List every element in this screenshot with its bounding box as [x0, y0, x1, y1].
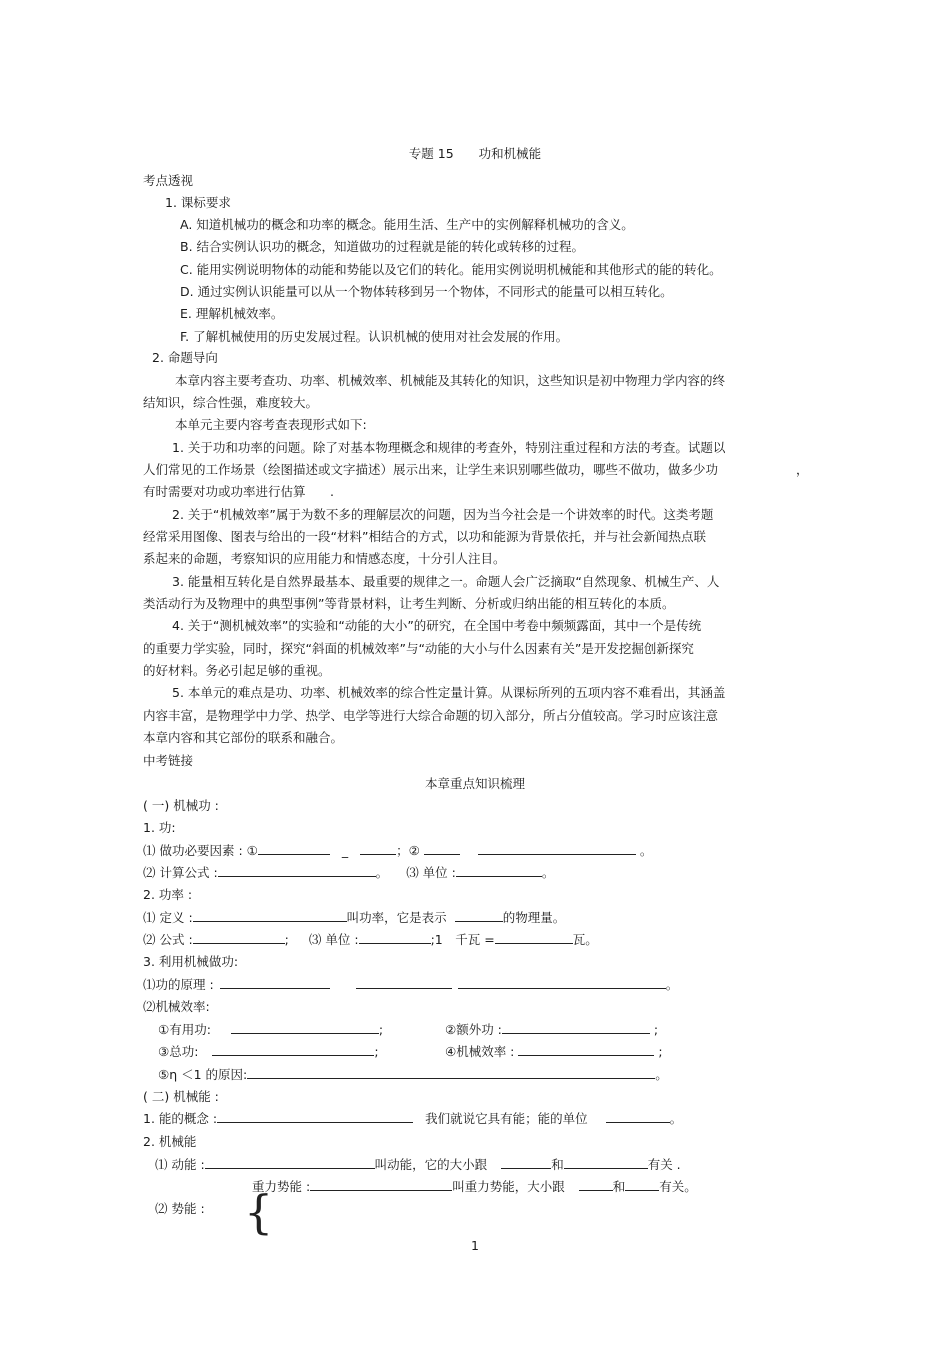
paragraph-line: 经常采用图像、图表与给出的一段“材料”相结合的方式，以功和能源为背景依托，并与社会新闻热点联	[143, 529, 706, 544]
fill-blank[interactable]	[501, 1156, 551, 1169]
fill-blank[interactable]	[231, 1021, 379, 1034]
kebiao-item-d: D. 通过实例认识能量可以从一个物体转移到另一个物体，不同形式的能量可以相互转化。	[180, 284, 673, 299]
page-number: 1	[471, 1238, 479, 1253]
outline-text: ;	[284, 932, 289, 947]
outline-line-jxxl	[445, 1043, 663, 1060]
fill-blank[interactable]	[218, 864, 376, 877]
fill-blank[interactable]	[356, 976, 452, 989]
outline-line-gongshi	[143, 864, 554, 881]
outline-heading: 2. 功率 :	[143, 887, 193, 902]
fill-blank[interactable]	[212, 1043, 364, 1056]
outline-heading: 2. 机械能	[143, 1134, 197, 1149]
outline-heading: 3. 利用机械做功:	[143, 954, 239, 969]
fill-blank[interactable]	[458, 976, 618, 989]
paragraph-line: 1. 关于功和功率的问题。除了对基本物理概念和规律的考查外，特别注重过程和方法的考查。试题以	[172, 440, 726, 455]
fill-blank[interactable]	[360, 842, 396, 855]
outline-text-shineng: ⑵ 势能 :	[155, 1201, 205, 1216]
fill-blank[interactable]	[220, 976, 330, 989]
fill-blank[interactable]	[193, 931, 285, 944]
outline-line-youyong	[158, 1021, 383, 1038]
paragraph-line: 的好材料。务必引起足够的重视。	[143, 663, 331, 678]
paragraph-line: 本章内容和其它部份的联系和融合。	[143, 730, 344, 745]
outline-text: ⑶ 单位 :	[406, 865, 456, 880]
outline-text: 重力势能 :	[252, 1179, 311, 1194]
outline-text: ⑵ 公式 :	[143, 932, 193, 947]
paragraph-line: 类活动行为及物理中的典型事例”等背景材料，让考生判断、分析或归纳出能的相互转化的本质。	[143, 596, 675, 611]
fill-blank[interactable]	[606, 1110, 670, 1123]
paragraph-line: 3. 能量相互转化是自然界最基本、最重要的规律之一。命题人会广泛摘取“自然现象、机械生产、人	[172, 574, 720, 589]
outline-line-yuanyin	[158, 1066, 668, 1083]
outline-text: ;1 千瓦 =	[430, 932, 495, 947]
fill-blank[interactable]	[618, 976, 666, 989]
kebiao-heading: 1. 课标要求	[165, 195, 231, 210]
fill-blank[interactable]	[217, 1110, 413, 1123]
section-heading-zhongkao: 中考链接	[143, 753, 194, 768]
kebiao-item-a: A. 知道机械功的概念和功率的概念。能用生活、生产中的实例解释机械功的含义。	[180, 217, 634, 232]
outline-text: 。	[375, 865, 389, 880]
fill-blank[interactable]	[618, 842, 636, 855]
paragraph-line: 的重要力学实验，同时，探究“斜面的机械效率”与“动能的大小与什么因素有关”是开发挖掘创新探究	[143, 641, 694, 656]
outline-text: ；②	[396, 843, 420, 858]
outline-line-yuanli	[143, 976, 678, 993]
outline-text: ;	[653, 1022, 659, 1037]
page-title: 专题 15 功和机械能	[408, 146, 542, 161]
outline-heading: ( 二) 机械能 :	[143, 1089, 219, 1104]
outline-text: ⑤η ＜1 的原因:	[158, 1067, 248, 1082]
outline-text: 的物理量。	[502, 910, 566, 925]
fill-blank[interactable]	[359, 931, 431, 944]
outline-text: 叫功率，它是表示	[346, 910, 447, 925]
paragraph-line: 内容丰富，是物理学中力学、热学、电学等进行大综合命题的切入部分，所占分值较高。学习时应该注意	[143, 708, 719, 723]
fill-blank[interactable]	[364, 1043, 374, 1056]
outline-text: 和	[612, 1179, 626, 1194]
fill-blank[interactable]	[193, 909, 347, 922]
outline-text: ⑴ 做功必要因素 : ①	[143, 843, 258, 858]
mingti-heading: 2. 命题导向	[152, 350, 218, 365]
outline-heading: 1. 功:	[143, 820, 176, 835]
outline-text: ①有用功:	[158, 1022, 211, 1037]
outline-text: ⑴ 动能 :	[155, 1157, 205, 1172]
fill-blank[interactable]	[495, 931, 573, 944]
fill-blank[interactable]	[205, 1156, 375, 1169]
fill-blank[interactable]	[258, 842, 330, 855]
kebiao-item-e: E. 理解机械效率。	[180, 306, 284, 321]
outline-text: ⑵ 计算公式 :	[143, 865, 218, 880]
fill-blank[interactable]	[625, 1178, 659, 1191]
outline-line-gainian	[143, 1110, 682, 1127]
outline-text: ;	[374, 1044, 379, 1059]
fill-blank[interactable]	[247, 1066, 655, 1079]
paragraph-line: 5. 本单元的难点是功、功率、机械效率的综合性定量计算。从课标所列的五项内容不难看出，其涵盖	[172, 685, 726, 700]
outline-text: 1. 能的概念 :	[143, 1111, 218, 1126]
fill-blank[interactable]	[310, 1178, 452, 1191]
outline-line-dongneng	[155, 1156, 681, 1173]
curly-brace: {	[244, 1185, 274, 1239]
paragraph-dot: .	[330, 484, 334, 499]
paragraph-line: 4. 关于“测机械效率”的实验和“动能的大小”的研究，在全国中考卷中频频露面，其中一个是传统	[172, 618, 702, 633]
outline-text: 。	[655, 1067, 668, 1082]
outline-text: ⑴ 定义 :	[143, 910, 193, 925]
paragraph-comma: ，	[796, 462, 809, 477]
paragraph-line: 系起来的命题，考察知识的应用能力和情感态度，十分引人注目。	[143, 551, 506, 566]
outline-text: 。	[665, 977, 679, 992]
outline-text: 我们就说它具有能；能的单位	[425, 1111, 588, 1126]
outline-text: 和	[551, 1157, 564, 1172]
outline-text: 有关。	[659, 1179, 697, 1194]
outline-line-zong	[158, 1043, 379, 1060]
fill-blank[interactable]	[579, 1178, 613, 1191]
kebiao-item-f: F. 了解机械使用的历史发展过程。认识机械的使用对社会发展的作用。	[180, 329, 569, 344]
fill-blank[interactable]	[455, 909, 503, 922]
outline-text: 瓦。	[572, 932, 598, 947]
paragraph-line: 人们常见的工作场景（绘图描述或文字描述）展示出来，让学生来识别哪些做功，哪些不做功，做多少功	[143, 462, 719, 477]
outline-text: ;	[378, 1022, 384, 1037]
kebiao-item-b: B. 结合实例认识功的概念，知道做功的过程就是能的转化或转移的过程。	[180, 239, 585, 254]
fill-blank[interactable]	[478, 842, 618, 855]
outline-heading: ( 一) 机械功 :	[143, 798, 219, 813]
outline-text: _	[341, 843, 349, 858]
paragraph-line: 结知识，综合性强，难度较大。	[143, 395, 319, 410]
section-heading-kaodian: 考点透视	[143, 173, 194, 188]
outline-text: 。	[639, 843, 653, 858]
fill-blank[interactable]	[456, 864, 542, 877]
outline-line-zhongli	[252, 1178, 697, 1195]
paragraph-line: 2. 关于“机械效率”属于为数不多的理解层次的问题，因为当今社会是一个讲效率的时代。这类考题	[172, 507, 714, 522]
fill-blank[interactable]	[424, 842, 460, 855]
subtitle-shuli: 本章重点知识梳理	[424, 776, 525, 791]
outline-text: 。	[541, 865, 555, 880]
outline-text: ③总功:	[158, 1044, 199, 1059]
kebiao-item-c: C. 能用实例说明物体的动能和势能以及它们的转化。能用实例说明机械能和其他形式的能的转化。	[180, 262, 722, 277]
paragraph-line: 本章内容主要考查功、功率、机械效率、机械能及其转化的知识，这些知识是初中物理力学内容的终	[175, 373, 726, 388]
outline-text: 有关 .	[647, 1157, 681, 1172]
outline-text: ⑶ 单位 :	[308, 932, 359, 947]
fill-blank[interactable]	[518, 1043, 654, 1056]
paragraph-line: 本单元主要内容考查表现形式如下:	[175, 417, 367, 432]
outline-text: 叫重力势能，大小跟	[452, 1179, 565, 1194]
outline-text: 叫动能，它的大小跟	[374, 1157, 488, 1172]
outline-line-yinsu	[143, 842, 652, 859]
outline-text: ②额外功 :	[445, 1022, 502, 1037]
fill-blank[interactable]	[502, 1021, 650, 1034]
outline-text: 。	[669, 1111, 683, 1126]
outline-line-dingyi	[143, 909, 565, 926]
outline-line-ewai	[445, 1021, 658, 1038]
outline-heading: ⑵机械效率:	[143, 999, 210, 1014]
outline-line-gongshi2	[143, 931, 598, 948]
outline-text: ;	[658, 1044, 663, 1059]
outline-text: ④机械效率 :	[445, 1044, 515, 1059]
outline-text: ⑴功的原理 :	[143, 977, 214, 992]
paragraph-line: 有时需要对功或功率进行估算	[143, 484, 306, 499]
fill-blank[interactable]	[564, 1156, 648, 1169]
